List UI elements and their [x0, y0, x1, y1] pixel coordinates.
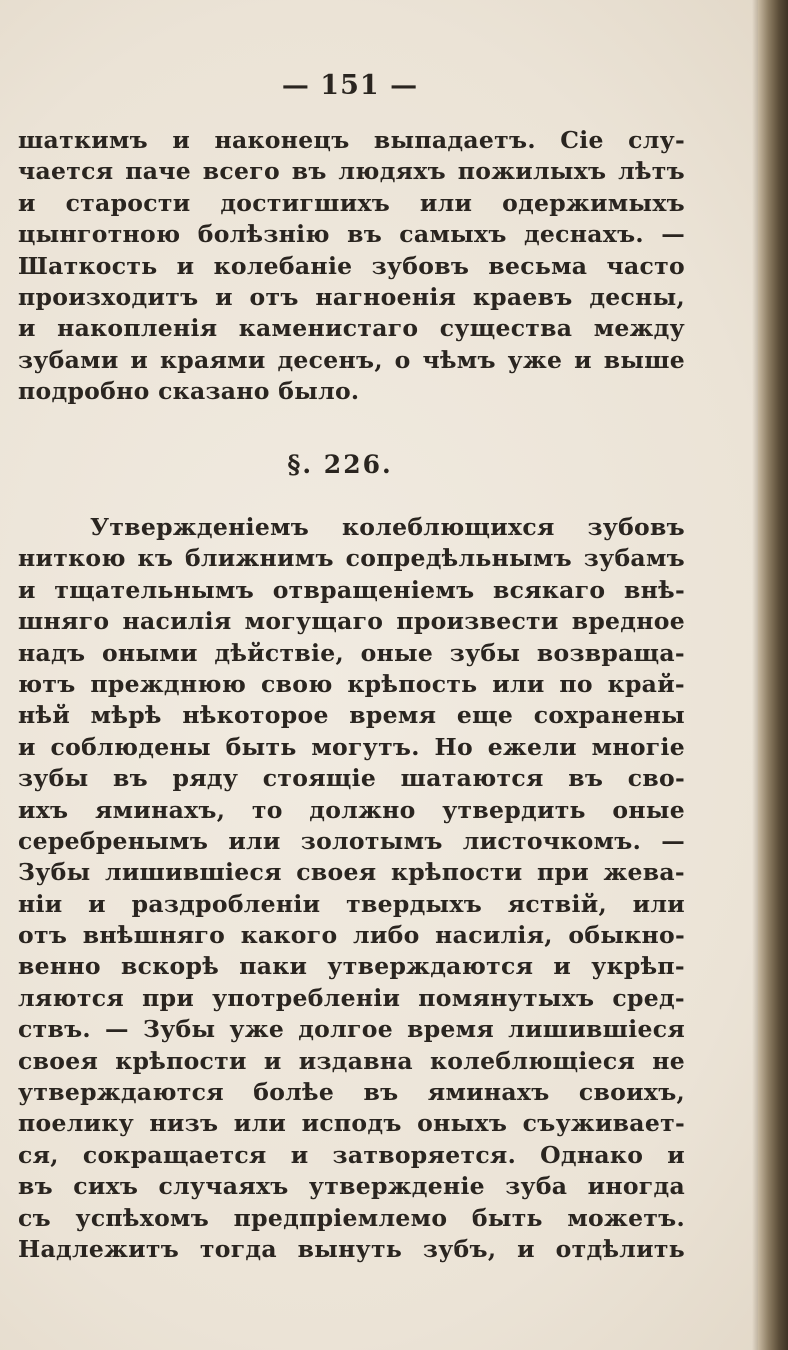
text-line: ствъ. — Зубы уже долгое время лишившіеся: [18, 1015, 685, 1044]
text-line: цынготною болѣзнію въ самыхъ деснахъ. —: [18, 220, 685, 249]
page-number: — 151 —: [281, 70, 419, 101]
text-line: произходитъ и отъ нагноенія краевъ десны,: [18, 282, 685, 311]
text-line: и накопленія каменистаго существа между: [18, 314, 685, 343]
text-line: подробно сказано было.: [18, 377, 360, 406]
text-line: своея крѣпости и издавна колеблющіеся не: [18, 1046, 685, 1075]
text-line: и тщательнымъ отвращеніемъ всякаго внѣ-: [18, 575, 685, 604]
text-line: поелику низъ или исподъ оныхъ съуживает-: [18, 1109, 685, 1138]
text-line: ихъ яминахъ, то должно утвердить оные: [18, 795, 685, 824]
text-line: ся, сокращается и затворяется. Однако и: [18, 1140, 685, 1169]
text-line: ляются при употребленіи помянутыхъ сред-: [18, 983, 685, 1012]
text-line: и старости достигшихъ или одержимыхъ: [18, 188, 685, 217]
paragraph-2: [18, 512, 685, 1265]
text-line: шаткимъ и наконецъ выпадаетъ. Сіе слу-: [18, 126, 685, 154]
book-spine: [758, 0, 788, 1350]
text-line: въ сихъ случаяхъ утвержденіе зуба иногда: [18, 1172, 685, 1201]
text-line: ніи и раздробленіи твердыхъ яствій, или: [18, 889, 685, 918]
text-line: нѣй мѣрѣ нѣкоторое время еще сохранены: [18, 701, 685, 730]
text-line: ютъ прежднюю свою крѣпость или по край-: [18, 669, 685, 698]
text-line: ниткою къ ближнимъ сопредѣльнымъ зубамъ: [18, 544, 685, 573]
text-line: шняго насилія могущаго произвести вредное: [18, 607, 685, 636]
text-line: отъ внѣшняго какого либо насилія, обыкно-: [18, 921, 685, 950]
text-line: чается паче всего въ людяхъ пожилыхъ лѣтъ: [18, 157, 685, 186]
text-line: надъ оными дѣйствіе, оные зубы возвраща-: [18, 638, 685, 667]
text-line: и соблюдены быть могутъ. Но ежели многіе: [18, 732, 685, 761]
text-line: Шаткость и колебаніе зубовъ весьма часто: [18, 251, 685, 280]
text-line: Утвержденіемъ колеблющихся зубовъ: [90, 513, 685, 541]
text-line: Зубы лишившіеся своея крѣпости при жева-: [18, 858, 685, 887]
paragraph-1: [18, 125, 685, 408]
section-heading: §. 226.: [287, 450, 393, 479]
text-line: зубы въ ряду стоящіе шатаются въ сво-: [18, 764, 685, 793]
text-line: серебренымъ или золотымъ листочкомъ. —: [18, 826, 685, 855]
text-line: зубами и краями десенъ, о чѣмъ уже и выше: [18, 345, 685, 374]
text-line: Надлежитъ тогда вынуть зубъ, и отдѣлить: [18, 1234, 685, 1263]
text-line: утверждаются болѣе въ яминахъ своихъ,: [18, 1078, 685, 1107]
text-line: съ успѣхомъ предпріемлемо быть можетъ.: [18, 1203, 685, 1232]
text-line: венно вскорѣ паки утверждаются и укрѣп-: [18, 952, 685, 981]
